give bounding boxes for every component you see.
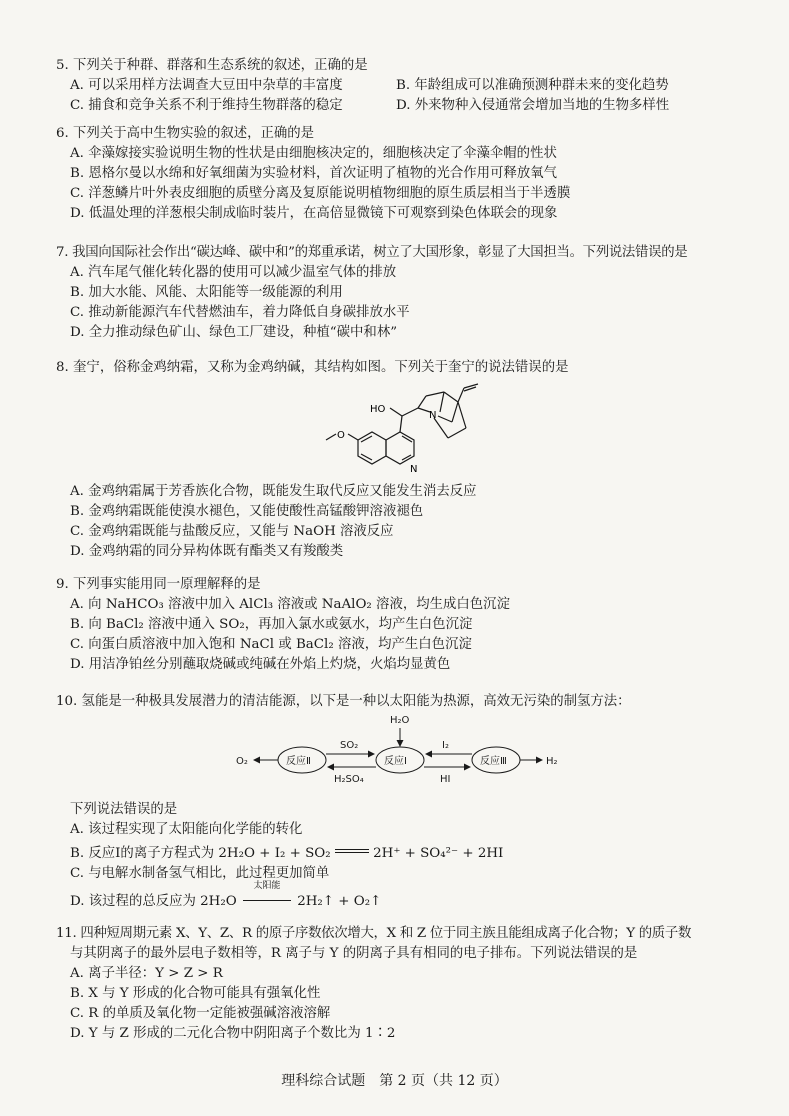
question-stem: 11. 四种短周期元素 X、Y、Z、R 的原子序数依次增大，X 和 Z 位于同主族且能组成离子化合物；Y 的质子数 bbox=[56, 926, 692, 941]
option-d: D. 用洁净铂丝分别蘸取烧碱或纯碱在外焰上灼烧，火焰均显黄色 bbox=[70, 657, 451, 672]
option-d: D. Y 与 Z 形成的二元化合物中阴阳离子个数比为 1∶2 bbox=[70, 1026, 396, 1041]
option-a: A. 伞藻嫁接实验说明生物的性状是由细胞核决定的，细胞核决定了伞藻伞帽的性状 bbox=[70, 146, 557, 161]
molecule-bonds bbox=[326, 384, 478, 464]
h2o-label: H₂O bbox=[390, 715, 410, 726]
option-a: A. 可以采用样方法调查大豆田中杂草的丰富度 bbox=[70, 78, 343, 93]
hydrogen-production-diagram bbox=[228, 712, 568, 796]
hi-label: HI bbox=[440, 774, 451, 785]
question-7 bbox=[56, 243, 746, 343]
i2-label: I₂ bbox=[442, 740, 449, 751]
option-d: D. 低温处理的洋葱根尖制成临时装片，在高倍显微镜下可观察到染色体联会的现象 bbox=[70, 206, 558, 221]
h2-label: H₂ bbox=[546, 756, 558, 767]
reaction-i-label: 反应Ⅰ bbox=[384, 756, 407, 767]
question-10-options bbox=[56, 800, 746, 912]
reaction-condition bbox=[241, 881, 293, 912]
option-b: B. X 与 Y 形成的化合物可能具有强氧化性 bbox=[70, 986, 321, 1001]
option-c: C. R 的单质及氧化物一定能被强碱溶液溶解 bbox=[70, 1006, 331, 1021]
question-stem: 7. 我国向国际社会作出“碳达峰、碳中和”的郑重承诺，树立了大国形象，彰显了大国担当。下列说法错误的是 bbox=[56, 245, 688, 260]
option-d: D. 全力推动绿色矿山、绿色工厂建设，种植“碳中和林” bbox=[70, 325, 398, 340]
option-b-rhs: 2H⁺ + SO₄²⁻ + 2HI bbox=[373, 846, 504, 861]
option-c: C. 向蛋白质溶液中加入饱和 NaCl 或 BaCl₂ 溶液，均产生白色沉淀 bbox=[70, 637, 472, 652]
question-8 bbox=[56, 358, 746, 378]
option-a: A. 离子半径：Y > Z > R bbox=[70, 966, 223, 981]
question-11 bbox=[56, 924, 746, 1044]
option-c: C. 捕食和竞争关系不利于维持生物群落的稳定 bbox=[70, 98, 343, 113]
reaction-iii-label: 反应Ⅲ bbox=[480, 756, 507, 767]
option-c: C. 金鸡纳霜既能与盐酸反应，又能与 NaOH 溶液反应 bbox=[70, 524, 394, 539]
question-stem-continued: 与其阴离子的最外层电子数相等，R 离子与 Y 的阴离子具有相同的电子排布。下列说法错误的是 bbox=[70, 946, 638, 961]
question-stem: 6. 下列关于高中生物实验的叙述，正确的是 bbox=[56, 126, 315, 141]
option-b: B. 向 BaCl₂ 溶液中通入 SO₂，再加入氯水或氨水，均产生白色沉淀 bbox=[70, 617, 473, 632]
question-stem: 8. 奎宁，俗称金鸡纳霜，又称为金鸡纳碱，其结构如图。下列关于奎宁的说法错误的是 bbox=[56, 360, 569, 375]
option-c: C. 与电解水制备氢气相比，此过程更加简单 bbox=[70, 866, 330, 881]
option-b bbox=[56, 844, 746, 864]
nitrogen-label: N bbox=[410, 464, 418, 475]
nitrogen-label: N bbox=[429, 410, 437, 421]
question-8-options bbox=[56, 482, 746, 562]
options-row bbox=[56, 96, 746, 116]
option-a: A. 该过程实现了太阳能向化学能的转化 bbox=[70, 822, 303, 837]
h2so4-label: H₂SO₄ bbox=[334, 774, 364, 785]
option-d: D. 金鸡纳霜的同分异构体既有酯类又有羧酸类 bbox=[70, 544, 344, 559]
o2-label: O₂ bbox=[236, 756, 248, 767]
option-d-lhs: D. 该过程的总反应为 2H₂O bbox=[70, 894, 237, 909]
condition-label: 太阳能 bbox=[253, 881, 281, 891]
question-stem: 9. 下列事实能用同一原理解释的是 bbox=[56, 577, 261, 592]
option-b: B. 加大水能、风能、太阳能等一级能源的利用 bbox=[70, 285, 343, 300]
option-b: B. 恩格尔曼以水绵和好氧细菌为实验材料，首次证明了植物的光合作用可释放氧气 bbox=[70, 166, 558, 181]
question-stem: 5. 下列关于种群、群落和生态系统的叙述，正确的是 bbox=[56, 58, 368, 73]
question-lead: 下列说法错误的是 bbox=[70, 802, 178, 817]
option-b: B. 金鸡纳霜既能使溴水褪色，又能使酸性高锰酸钾溶液褪色 bbox=[70, 504, 424, 519]
reaction-ii-label: 反应Ⅱ bbox=[286, 756, 311, 767]
page-footer: 理科综合试题 第 2 页（共 12 页） bbox=[281, 1073, 508, 1089]
option-a: A. 汽车尾气催化转化器的使用可以减少温室气体的排放 bbox=[70, 265, 397, 280]
equals-sign bbox=[335, 849, 369, 855]
options-row bbox=[56, 76, 746, 96]
question-9 bbox=[56, 575, 746, 675]
question-5 bbox=[56, 56, 746, 116]
option-a: A. 金鸡纳霜属于芳香族化合物，既能发生取代反应又能发生消去反应 bbox=[70, 484, 477, 499]
question-stem: 10. 氢能是一种极具发展潜力的清洁能源，以下是一种以太阳能为热源，高效无污染的制氢方法： bbox=[56, 694, 631, 709]
quinine-structure-diagram bbox=[318, 378, 488, 480]
question-10 bbox=[56, 692, 746, 712]
option-c: C. 推动新能源汽车代替燃油车，着力降低自身碳排放水平 bbox=[70, 305, 410, 320]
so2-label: SO₂ bbox=[340, 740, 359, 751]
question-6 bbox=[56, 124, 746, 224]
oxygen-label: O bbox=[337, 430, 345, 441]
option-b-lhs: B. 反应Ⅰ的离子方程式为 2H₂O + I₂ + SO₂ bbox=[70, 846, 331, 861]
option-b: B. 年龄组成可以准确预测种群未来的变化趋势 bbox=[396, 78, 669, 93]
option-a: A. 向 NaHCO₃ 溶液中加入 AlCl₃ 溶液或 NaAlO₂ 溶液，均生成白色沉淀 bbox=[70, 597, 510, 612]
option-c: C. 洋葱鳞片叶外表皮细胞的质壁分离及复原能说明植物细胞的原生质层相当于半透膜 bbox=[70, 186, 571, 201]
hydroxyl-label: HO bbox=[370, 404, 386, 415]
option-d: D. 外来物种入侵通常会增加当地的生物多样性 bbox=[396, 98, 670, 113]
option-d bbox=[56, 881, 746, 912]
option-d-rhs: 2H₂↑ + O₂↑ bbox=[297, 894, 382, 909]
